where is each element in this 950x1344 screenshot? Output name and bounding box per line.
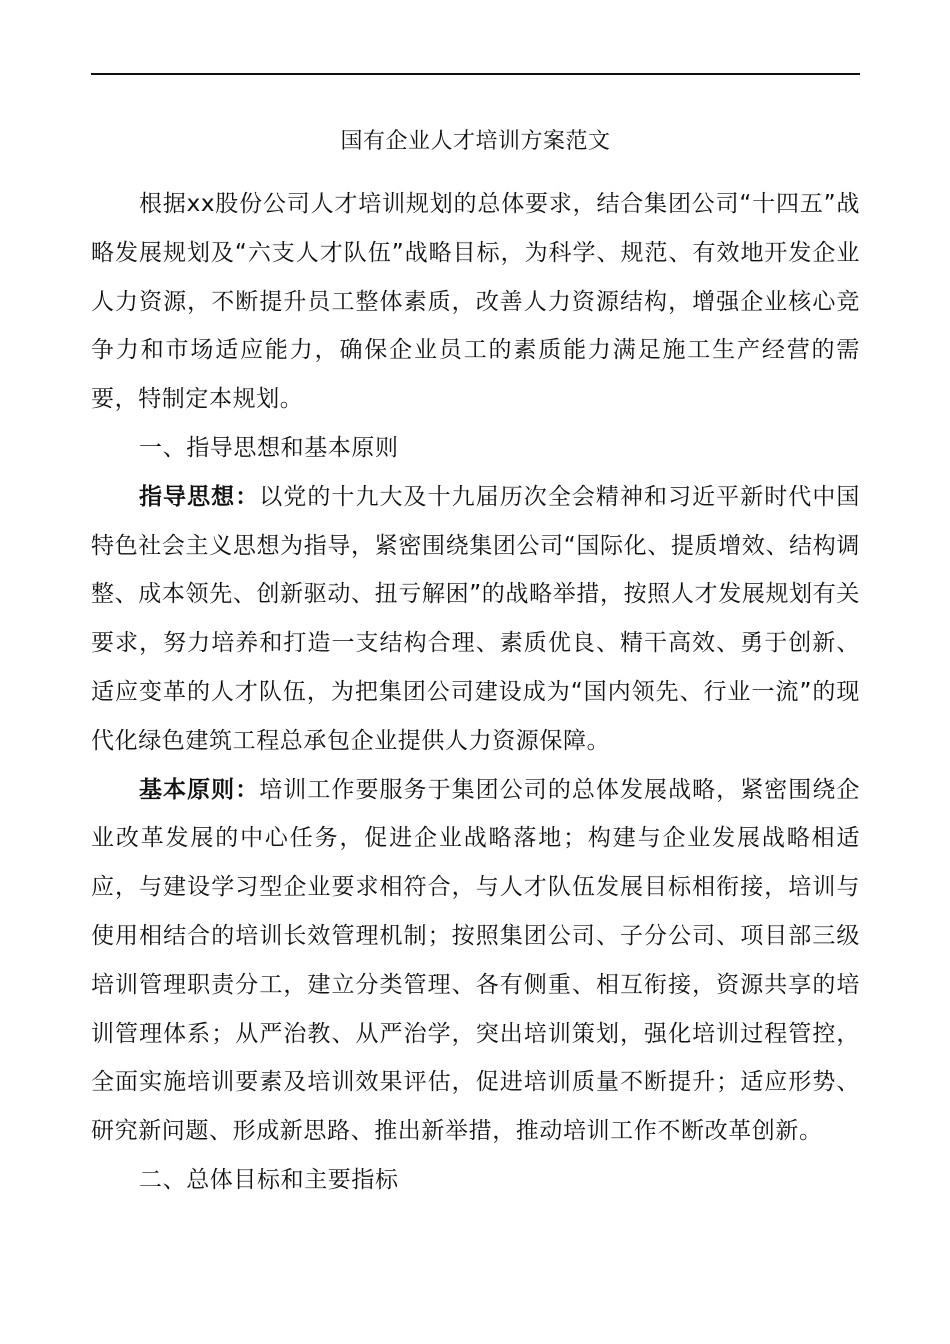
principle-paragraph — [91, 766, 860, 1156]
principle-text: 培训工作要服务于集团公司的总体发展战略，紧密围绕企业改革发展的中心任务，促进企业战略落地；构建与企业发展战略相适应，与建设学习型企业要求相符合，与人才队伍发展目标相衔接，培训与使用相结合的培训长效管理机制；按照集团公司、子分公司、项目部三级培训管理职责分工，建立分类管理、各有侧重、相互衔接，资源共享的培训管理体系；从严治教、从严治学，突出培训策划，强化培训过程管控，全面实施培训要素及培训效果评估，促进培训质量不断提升；适应形势、研究新问题、形成新思路、推出新举措，推动培训工作不断改革创新。 — [91, 776, 861, 1145]
guiding-text: 以党的十九大及十九届历次全会精神和习近平新时代中国特色社会主义思想为指导，紧密围绕集团公司“国际化、提质增效、结构调整、成本领先、创新驱动、扭亏解困”的战略举措，按照人才发展规划有关要求，努力培养和打造一支结构合理、素质优良、精干高效、勇于创新、适应变革的人才队伍，为把集团公司建设成为“国内领先、行业一流”的现代化绿色建筑工程总承包企业提供人力资源保障。 — [91, 483, 861, 754]
section-heading-1: 一、指导思想和基本原则 — [139, 434, 399, 461]
section-heading-2: 二、总体目标和主要指标 — [139, 1166, 399, 1193]
guiding-paragraph — [91, 473, 860, 766]
header-rule — [91, 73, 860, 75]
principle-label: 基本原则： — [139, 776, 260, 803]
document-body — [91, 180, 860, 1205]
intro-paragraph: 根据xx股份公司人才培训规划的总体要求，结合集团公司“十四五”战略发展规划及“六支人才队伍”战略目标，为科学、规范、有效地开发企业人力资源，不断提升员工整体素质，改善人力资源结构，增强企业核心竞争力和市场适应能力，确保企业员工的素质能力满足施工生产经营的需要，特制定本规划。 — [91, 191, 860, 413]
guiding-label: 指导思想： — [139, 483, 260, 510]
document-title: 国有企业人才培训方案范文 — [340, 129, 611, 154]
